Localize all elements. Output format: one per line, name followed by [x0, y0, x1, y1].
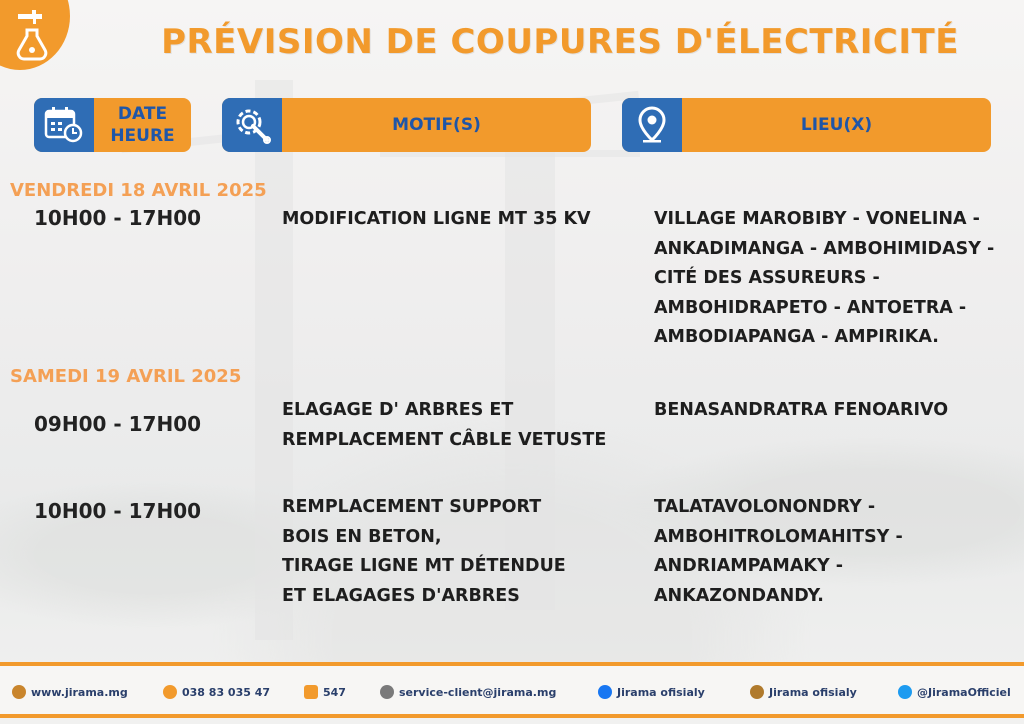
- day-heading: VENDREDI 18 AVRIL 2025: [10, 180, 267, 201]
- time-range: 10H00 - 17H00: [34, 206, 202, 230]
- column-label-date-line2: HEURE: [110, 126, 175, 146]
- phone-icon: [163, 685, 177, 699]
- footer-website[interactable]: [12, 680, 128, 704]
- footer-phone[interactable]: [163, 680, 270, 704]
- footer-email-text: service-client@jirama.mg: [399, 685, 557, 699]
- column-label-lieu: LIEU(X): [800, 115, 873, 135]
- footer-other-social-text: Jirama ofisialy: [769, 685, 857, 699]
- column-label-date-line1: DATE: [117, 104, 168, 124]
- twitter-icon: [898, 685, 912, 699]
- column-header-date: [34, 98, 191, 152]
- footer-short-number[interactable]: [304, 680, 346, 704]
- footer-twitter-text: @JiramaOfficiel: [917, 685, 1011, 699]
- footer-phone-text: 038 83 035 47: [182, 685, 271, 699]
- page-title: PRÉVISION DE COUPURES D'ÉLECTRICITÉ: [161, 22, 959, 62]
- footer-facebook-text: Jirama ofisialy: [617, 685, 705, 699]
- calendar-clock-icon: [34, 98, 94, 152]
- footer-website-text: www.jirama.mg: [31, 685, 128, 699]
- column-header-motif: [222, 98, 591, 152]
- footer-other-social[interactable]: [750, 680, 857, 704]
- motif-text: MODIFICATION LIGNE MT 35 KV: [282, 209, 591, 229]
- gear-wrench-icon: [222, 98, 282, 152]
- footer-facebook[interactable]: [598, 680, 705, 704]
- footer-twitter[interactable]: [898, 680, 1011, 704]
- social-icon: [750, 685, 764, 699]
- lieu-text: VILLAGE MAROBIBY - VONELINA - ANKADIMANGA - AMBOHIMIDASY - CITÉ DES ASSUREURS - AMBOHIDRAPETO - ANTOETRA - AMBODIAPANGA - AMPIRIKA.: [654, 209, 995, 347]
- footer-short-number-text: 547: [323, 685, 346, 699]
- column-label-date: [94, 98, 191, 152]
- footer: [0, 680, 1024, 704]
- time-range: 09H00 - 17H00: [34, 412, 202, 436]
- day-heading: SAMEDI 19 AVRIL 2025: [10, 366, 242, 387]
- motif-text: REMPLACEMENT SUPPORT BOIS EN BETON, TIRAGE LIGNE MT DÉTENDUE ET ELAGAGES D'ARBRES: [282, 497, 566, 606]
- facebook-icon: [598, 685, 612, 699]
- footer-divider: [0, 714, 1024, 718]
- lieu-text: TALATAVOLONONDRY - AMBOHITROLOMAHITSY - ANDRIAMPAMAKY - ANKAZONDANDY.: [654, 497, 903, 606]
- location-pin-icon: [622, 98, 682, 152]
- column-header-lieu: [622, 98, 991, 152]
- headset-icon: [380, 685, 394, 699]
- footer-email[interactable]: [380, 680, 556, 704]
- motif-text: ELAGAGE D' ARBRES ET REMPLACEMENT CÂBLE VETUSTE: [282, 400, 607, 450]
- lieu-text: BENASANDRATRA FENOARIVO: [654, 400, 949, 420]
- globe-icon: [12, 685, 26, 699]
- time-range: 10H00 - 17H00: [34, 499, 202, 523]
- faucet-flask-icon: [14, 8, 48, 62]
- hand-phone-icon: [304, 685, 318, 699]
- column-label-motif: MOTIF(S): [392, 115, 481, 135]
- footer-divider: [0, 662, 1024, 666]
